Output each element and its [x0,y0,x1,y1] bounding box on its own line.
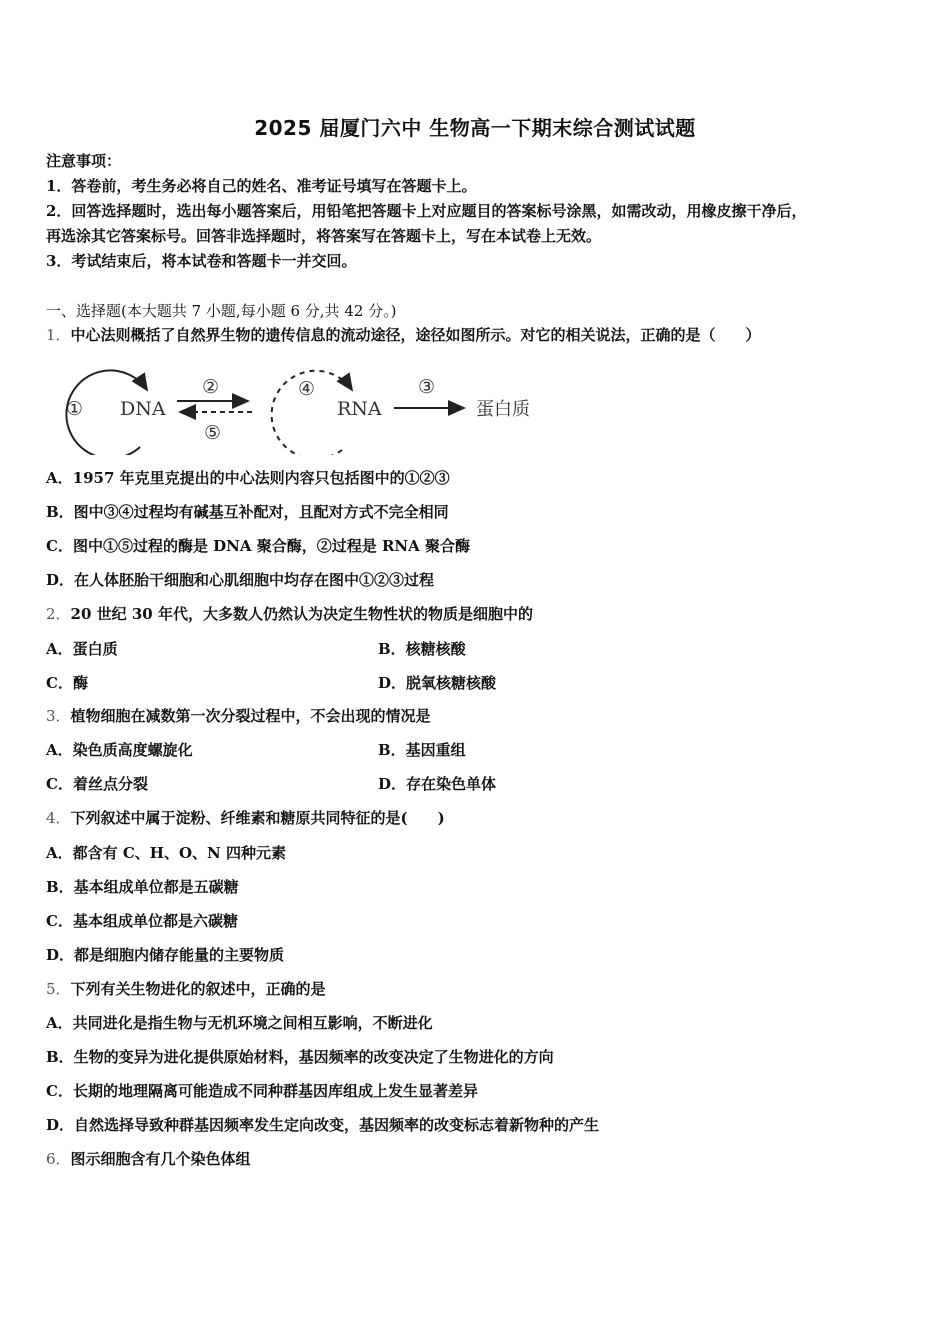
notice-item-2: 2．回答选择题时，选出每小题答案后，用铅笔把答题卡上对应题目的答案标号涂黑，如需改动，用橡皮擦干净后， [46,202,807,220]
q1-option-a: A．1957 年克里克提出的中心法则内容只包括图中的①②③ [46,469,450,487]
question-stem: 图示细胞含有几个染色体组 [70,1150,251,1168]
notice-item-3: 3．考试结束后，将本试卷和答题卡一并交回。 [46,252,357,270]
q3-option-d: D．存在染色单体 [378,775,497,793]
step-2-label: ② [202,376,220,398]
q4-option-d: D．都是细胞内储存能量的主要物质 [46,946,285,964]
q1-option-b: B．图中③④过程均有碱基互补配对，且配对方式不完全相同 [46,503,449,521]
q2-option-d: D．脱氧核糖核酸 [378,674,497,692]
step-5-label: ⑤ [204,422,222,444]
notice-item-2-cont: 再选涂其它答案标号。回答非选择题时，将答案写在答题卡上，写在本试卷上无效。 [46,227,602,245]
question-5 [46,979,326,999]
question-stem: 中心法则概括了自然界生物的遗传信息的流动途径，途径如图所示。对它的相关说法，正确的是（ ） [70,326,761,344]
protein-label: 蛋白质 [476,399,530,420]
central-dogma-diagram [52,355,552,455]
page-title: 2025 届厦门六中 生物高一下期末综合测试试题 [254,116,696,140]
question-2 [46,604,533,624]
question-number: 3． [46,707,71,725]
question-1 [46,325,761,345]
q5-option-d: D．自然选择导致种群基因频率发生定向改变，基因频率的改变标志着新物种的产生 [46,1116,600,1134]
q4-option-c: C．基本组成单位都是六碳糖 [46,912,238,930]
q2-option-a: A．蛋白质 [46,640,118,658]
q3-option-a: A．染色质高度螺旋化 [46,741,193,759]
question-number: 2． [46,605,71,623]
question-stem: 20 世纪 30 年代，大多数人仍然认为决定生物性状的物质是细胞中的 [70,605,533,623]
dna-label: DNA [120,398,166,420]
q3-option-b: B．基因重组 [378,741,466,759]
step-1-label: ① [66,398,84,420]
question-stem: 下列有关生物进化的叙述中，正确的是 [70,980,326,998]
question-stem: 植物细胞在减数第一次分裂过程中，不会出现的情况是 [70,707,431,725]
q3-option-c: C．着丝点分裂 [46,775,148,793]
q1-option-c: C．图中①⑤过程的酶是 DNA 聚合酶，②过程是 RNA 聚合酶 [46,537,471,555]
question-number: 5． [46,980,71,998]
q1-option-d: D．在人体胚胎干细胞和心肌细胞中均存在图中①②③过程 [46,571,435,589]
step-4-label: ④ [298,378,316,400]
question-number: 6． [46,1150,71,1168]
q5-option-a: A．共同进化是指生物与无机环境之间相互影响，不断进化 [46,1014,433,1032]
section-heading: 一、选择题(本大题共 7 小题,每小题 6 分,共 42 分。) [46,302,397,320]
q2-option-c: C．酶 [46,674,88,692]
q5-option-b: B．生物的变异为进化提供原始材料，基因频率的改变决定了生物进化的方向 [46,1048,554,1066]
question-number: 1． [46,326,71,344]
q5-option-c: C．长期的地理隔离可能造成不同种群基因库组成上发生显著差异 [46,1082,478,1100]
question-number: 4． [46,809,71,827]
q4-option-a: A．都含有 C、H、O、N 四种元素 [46,844,286,862]
rna-label: RNA [337,398,382,420]
question-6 [46,1149,251,1169]
q2-option-b: B．核糖核酸 [378,640,466,658]
question-stem: 下列叙述中属于淀粉、纤维素和糖原共同特征的是( ) [70,809,445,827]
notice-item-1: 1．答卷前，考生务必将自己的姓名、准考证号填写在答题卡上。 [46,177,477,195]
question-3 [46,706,431,726]
question-4 [46,808,445,828]
notice-heading: 注意事项： [46,152,122,170]
step-3-label: ③ [418,376,436,398]
q4-option-b: B．基本组成单位都是五碳糖 [46,878,239,896]
